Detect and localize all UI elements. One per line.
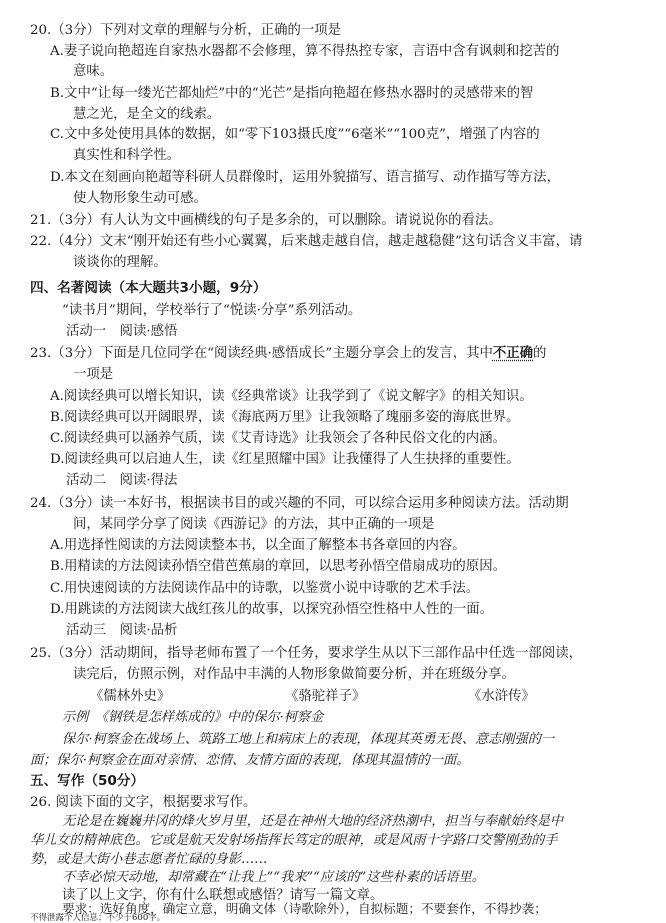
activity-1-heading: 活动一 阅读·感悟: [66, 324, 178, 339]
option-23-d: D.阅读经典可以启迪人生，读《红星照耀中国》让我懂得了人生抉择的重要性。: [50, 452, 520, 467]
example-text-1: 保尔·柯察金在战场上、筑路工地上和病床上的表现，体现其英勇无畏、意志刚强的一: [62, 732, 555, 747]
question-22-cont: 谈谈你的理解。: [73, 255, 167, 270]
option-20-a-cont: 意味。: [73, 64, 114, 79]
question-25: 25.（3分）活动期间，指导老师布置了一个任务，要求学生从以下三部作品中任选一部阅读，: [30, 646, 583, 661]
question-23-cont: 一项是: [73, 367, 114, 382]
option-24-a: A.用选择性阅读的方法阅读整本书，以全面了解整本书各章回的内容。: [50, 538, 466, 553]
example-text-2: 面；保尔·柯察金在面对亲情、恋情、友情方面的表现，体现其温情的一面。: [30, 753, 470, 768]
option-24-c: C.用快速阅读的方法阅读作品中的诗歌，以鉴赏小说中诗歌的艺术手法。: [50, 581, 480, 596]
option-20-d: D.本文在刻画向艳超等科研人员群像时，运用外貌描写、语言描写、动作描写等方法，: [50, 170, 560, 185]
option-20-b-cont: 慧之光，是全文的线索。: [73, 107, 221, 122]
question-26: 26. 阅读下面的文字，根据要求写作。: [30, 795, 257, 810]
question-24-cont: 间，某同学分享了阅读《西游记》的方法，其中正确的一项是: [73, 517, 435, 532]
option-20-a: A.妻子说向艳超连自家热水器都不会修理，算不得热控专家，言语中含有讽刺和挖苦的: [50, 44, 560, 59]
question-21: 21.（3分）有人认为文中画横线的句子是多余的，可以删除。请说说你的看法。: [30, 213, 502, 228]
book-luotuo-xiangzi: 《骆驼祥子》: [285, 689, 366, 704]
prompt-text-3: 势，或是大街小巷志愿者忙碌的身影……: [30, 852, 268, 867]
option-23-c: C.阅读经典可以涵养气质，读《艾青诗选》让我领会了各种民俗文化的内涵。: [50, 431, 506, 446]
writing-task: 读了以上文字，你有什么联想或感悟？请写一篇文章。: [62, 888, 384, 903]
question-24: 24.（3分）读一本好书，根据读书目的或兴趣的不同，可以综合运用多种阅读方法。活动期: [30, 496, 569, 511]
option-24-b: B.用精读的方法阅读孙悟空借芭蕉扇的章回，以思考孙悟空借扇成功的原因。: [50, 559, 506, 574]
requirements-line-1: 要求：选好角度，确定立意，明确文体（诗歌除外），自拟标题；不要套作，不得抄袭；: [62, 901, 547, 916]
option-24-d: D.用跳读的方法阅读大战红孩儿的故事，以探究孙悟空性格中人性的一面。: [50, 602, 494, 617]
option-20-d-cont: 使人物形象生动可感。: [73, 191, 207, 206]
question-23-tail: 的: [533, 346, 547, 361]
example-heading: 示例 《钢铁是怎样炼成的》中的保尔·柯察金: [62, 710, 324, 725]
prompt-text-4: 不幸必惊天动地，却常藏在“让我上”“我来”“应该的”这些朴素的话语里。: [62, 870, 485, 885]
question-25-cont: 读完后，仿照示例，对作品中丰满的人物形象做简要分析，并在班级分享。: [73, 667, 515, 682]
question-22: 22.（4分）文末“刚开始还有些小心翼翼，后来越走越自信，越走越稳健”这句话含义丰富，请: [30, 234, 583, 249]
option-20-c: C.文中多处使用具体的数据，如“零下103摄氏度”“6毫米”“100克”，增强了内容的: [50, 127, 540, 142]
prompt-text-2: 华儿女的精神底色。它或是航天发射场指挥长笃定的眼神，或是风雨十字路口交警刚劲的手: [30, 833, 558, 848]
section-4-heading: 四、名著阅读（本大题共3小题，9分）: [30, 280, 267, 296]
option-23-a: A.阅读经典可以增长知识，读《经典常谈》让我学到了《说文解字》的相关知识。: [50, 389, 533, 404]
option-23-b: B.阅读经典可以开阔眼界，读《海底两万里》让我领略了瑰丽多姿的海底世界。: [50, 410, 520, 425]
question-23-emphasis: 不正确: [492, 345, 534, 361]
activity-2-heading: 活动二 阅读·得法: [66, 473, 178, 488]
requirements-line-2: 不得泄露个人信息；不少于600字。: [30, 913, 166, 923]
section-5-heading: 五、写作（50分）: [30, 773, 145, 789]
book-rulin-waishi: 《儒林外史》: [90, 689, 171, 704]
question-20: 20.（3分）下列对文章的理解与分析，正确的一项是: [30, 23, 342, 38]
question-23-text: 23.（3分）下面是几位同学在“阅读经典·感悟成长”主题分享会上的发言，其中: [30, 346, 493, 361]
book-shuihu-zhuan: 《水浒传》: [468, 689, 535, 704]
prompt-text-1: 无论是在巍巍井冈的烽火岁月里，还是在神州大地的经济热潮中，担当与奉献始终是中: [62, 814, 564, 829]
question-23: [30, 344, 546, 363]
section-4-intro: “读书月”期间，学校举行了“悦读·分享”系列活动。: [62, 303, 362, 318]
option-20-c-cont: 真实性和科学性。: [73, 148, 181, 163]
activity-3-heading: 活动三 阅读·品析: [66, 623, 178, 638]
book-list: [0, 687, 666, 706]
option-20-b: B.文中“让每一缕光芒都灿烂”中的“光芒”是指向艳超在修热水器时的灵感带来的智: [50, 86, 534, 101]
